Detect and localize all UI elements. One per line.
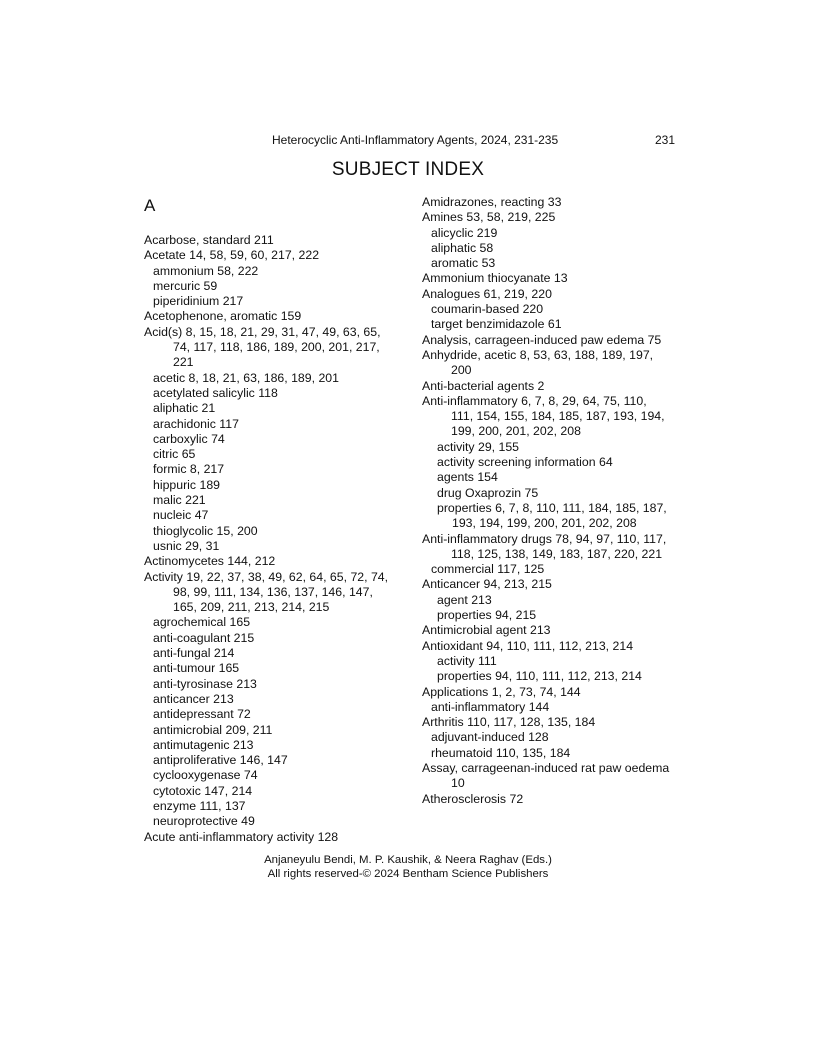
index-subentry [422, 440, 702, 455]
entry-text: arachidonic 117 [153, 416, 239, 431]
index-subentry [422, 317, 702, 332]
index-entry-list [144, 233, 414, 845]
index-subentry [422, 302, 702, 317]
entry-continuation: 193, 194, 199, 200, 201, 202, 208 [452, 516, 637, 531]
entry-continuation: 74, 117, 118, 186, 189, 200, 201, 217, [173, 340, 380, 355]
index-subentry [144, 738, 414, 753]
index-subentry [144, 814, 414, 829]
entry-text: Anti-inflammatory 6, 7, 8, 29, 64, 75, 110, [422, 393, 647, 408]
entry-continuation: 199, 200, 201, 202, 208 [451, 424, 581, 439]
running-header [0, 133, 816, 149]
index-subentry [144, 646, 414, 661]
entry-text: antimicrobial 209, 211 [153, 722, 273, 737]
entry-text: cyclooxygenase 74 [153, 768, 258, 783]
entry-text: Analysis, carrageen-induced paw edema 75 [422, 332, 662, 347]
entry-text: anti-fungal 214 [153, 646, 235, 661]
index-subentry [144, 478, 414, 493]
index-entry [422, 639, 702, 654]
index-entry [422, 532, 702, 563]
index-subentry [144, 524, 414, 539]
index-subentry [144, 417, 414, 432]
entry-text: agents 154 [437, 470, 498, 485]
entry-text: commercial 117, 125 [431, 562, 545, 577]
index-subentry [144, 462, 414, 477]
index-subentry [144, 677, 414, 692]
entry-text: hippuric 189 [153, 477, 220, 492]
entry-text: Actinomycetes 144, 212 [144, 554, 276, 569]
entry-text: anticancer 213 [153, 691, 234, 706]
index-subentry [144, 493, 414, 508]
entry-text: nucleic 47 [153, 508, 209, 523]
index-subentry [144, 723, 414, 738]
index-entry [144, 570, 414, 616]
index-entry [422, 623, 702, 638]
entry-text: antimutagenic 213 [153, 737, 254, 752]
entry-text: formic 8, 217 [153, 462, 225, 477]
index-subentry [144, 692, 414, 707]
entry-text: acetylated salicylic 118 [153, 385, 278, 400]
entry-text: Analogues 61, 219, 220 [422, 286, 552, 301]
index-subentry [422, 700, 702, 715]
editors-line: Anjaneyulu Bendi, M. P. Kaushik, & Neera Raghav (Eds.) [264, 854, 552, 866]
index-subentry [144, 768, 414, 783]
index-subentry [422, 486, 702, 501]
index-subentry [422, 256, 702, 271]
entry-continuation: 221 [173, 355, 194, 370]
index-subentry [422, 226, 702, 241]
entry-text: coumarin-based 220 [431, 302, 544, 317]
entry-text: aliphatic 21 [153, 401, 216, 416]
index-subentry [144, 508, 414, 523]
entry-text: aliphatic 58 [431, 240, 494, 255]
entry-text: anti-tumour 165 [153, 661, 240, 676]
entry-text: Activity 19, 22, 37, 38, 49, 62, 64, 65, 72, 74, [144, 569, 389, 584]
entry-text: Acetate 14, 58, 59, 60, 217, 222 [144, 248, 320, 263]
index-entry [144, 248, 414, 263]
index-column-right [422, 195, 702, 807]
entry-text: properties 94, 215 [437, 608, 537, 623]
entry-text: properties 94, 110, 111, 112, 213, 214 [437, 669, 642, 684]
entry-text: carboxylic 74 [153, 431, 225, 446]
entry-text: rheumatoid 110, 135, 184 [431, 745, 571, 760]
entry-text: Acarbose, standard 211 [144, 233, 274, 247]
entry-text: Anti-inflammatory drugs 78, 94, 97, 110, 117, [422, 531, 667, 546]
index-entry [422, 761, 702, 792]
index-subentry [144, 631, 414, 646]
index-subentry [422, 669, 702, 684]
entry-continuation: 98, 99, 111, 134, 136, 137, 146, 147, [173, 584, 373, 599]
index-subentry [422, 562, 702, 577]
index-entry [144, 233, 414, 248]
index-subentry [144, 784, 414, 799]
entry-continuation: 10 [451, 776, 465, 791]
index-subentry [422, 730, 702, 745]
index-subentry [422, 593, 702, 608]
entry-continuation: 200 [451, 363, 472, 378]
entry-text: antidepressant 72 [153, 707, 251, 722]
entry-text: citric 65 [153, 447, 196, 462]
entry-text: properties 6, 7, 8, 110, 111, 184, 185, 187, [437, 500, 667, 515]
entry-text: Acute anti-inflammatory activity 128 [144, 829, 339, 844]
entry-text: agrochemical 165 [153, 615, 251, 630]
entry-text: anti-coagulant 215 [153, 630, 255, 645]
index-subentry [144, 371, 414, 386]
index-entry [422, 271, 702, 286]
index-entry [422, 685, 702, 700]
index-subentry [144, 707, 414, 722]
index-subentry [144, 753, 414, 768]
index-entry [422, 394, 702, 440]
entry-text: Atherosclerosis 72 [422, 791, 524, 806]
entry-text: aromatic 53 [431, 256, 496, 271]
index-entry [422, 577, 702, 592]
entry-text: enzyme 111, 137 [153, 798, 246, 813]
index-entry [144, 325, 414, 371]
entry-text: Amines 53, 58, 219, 225 [422, 210, 556, 225]
entry-text: Antimicrobial agent 213 [422, 623, 551, 638]
entry-text: Acetophenone, aromatic 159 [144, 309, 302, 324]
index-subentry [144, 615, 414, 630]
journal-citation: Heterocyclic Anti-Inflammatory Agents, 2024, 231-235 [272, 133, 559, 147]
entry-text: alicyclic 219 [431, 225, 498, 240]
entry-text: activity screening information 64 [437, 455, 613, 470]
entry-text: anti-tyrosinase 213 [153, 676, 257, 691]
entry-text: Assay, carrageenan-induced rat paw oedema [422, 760, 670, 775]
index-subentry [422, 470, 702, 485]
copyright-line: All rights reserved-© 2024 Bentham Science Publishers [267, 867, 549, 880]
entry-text: thioglycolic 15, 200 [153, 523, 258, 538]
index-entry-list [422, 195, 702, 807]
index-subentry [144, 279, 414, 294]
entry-text: usnic 29, 31 [153, 538, 220, 553]
index-entry [422, 195, 702, 210]
index-entry [422, 287, 702, 302]
index-subentry [422, 746, 702, 761]
entry-text: Antioxidant 94, 110, 111, 112, 213, 214 [422, 638, 634, 653]
index-subentry [144, 264, 414, 279]
index-entry [144, 830, 414, 845]
entry-text: target benzimidazole 61 [431, 317, 562, 332]
entry-text: antiproliferative 146, 147 [153, 753, 288, 768]
page-title: SUBJECT INDEX [331, 159, 485, 180]
entry-text: activity 29, 155 [437, 439, 520, 454]
entry-text: mercuric 59 [153, 278, 218, 293]
entry-continuation: 165, 209, 211, 213, 214, 215 [173, 600, 330, 615]
entry-text: anti-inflammatory 144 [431, 699, 550, 714]
index-subentry [422, 455, 702, 470]
index-subentry [144, 401, 414, 416]
index-subentry [144, 799, 414, 814]
entry-text: ammonium 58, 222 [153, 263, 259, 278]
section-letter: A [144, 196, 156, 215]
index-entry [422, 792, 702, 807]
index-subentry [144, 294, 414, 309]
entry-text: malic 221 [153, 493, 206, 508]
entry-text: drug Oxaprozin 75 [437, 485, 539, 500]
index-entry [422, 379, 702, 394]
entry-text: piperidinium 217 [153, 294, 244, 309]
index-entry [422, 210, 702, 225]
index-subentry [422, 501, 702, 532]
entry-text: Arthritis 110, 117, 128, 135, 184 [422, 715, 596, 730]
index-entry [144, 309, 414, 324]
index-subentry [422, 241, 702, 256]
index-subentry [144, 539, 414, 554]
entry-text: Amidrazones, reacting 33 [422, 195, 562, 209]
entry-text: Anti-bacterial agents 2 [422, 378, 545, 393]
index-subentry [144, 432, 414, 447]
page-footer [0, 854, 816, 881]
entry-text: Applications 1, 2, 73, 74, 144 [422, 684, 581, 699]
index-subentry [422, 654, 702, 669]
index-entry [422, 348, 702, 379]
entry-text: Ammonium thiocyanate 13 [422, 271, 568, 286]
index-subentry [144, 661, 414, 676]
entry-text: cytotoxic 147, 214 [153, 783, 253, 798]
entry-text: adjuvant-induced 128 [431, 730, 549, 745]
entry-continuation: 111, 154, 155, 184, 185, 187, 193, 194, [451, 409, 665, 424]
index-subentry [422, 608, 702, 623]
entry-text: Acid(s) 8, 15, 18, 21, 29, 31, 47, 49, 63, 65, [144, 324, 381, 339]
entry-text: Anhydride, acetic 8, 53, 63, 188, 189, 197, [422, 347, 654, 362]
index-column-left [144, 195, 414, 845]
entry-text: Anticancer 94, 213, 215 [422, 577, 552, 592]
index-subentry [144, 447, 414, 462]
entry-continuation: 118, 125, 138, 149, 183, 187, 220, 221 [451, 546, 663, 561]
index-entry [144, 554, 414, 569]
entry-text: acetic 8, 18, 21, 63, 186, 189, 201 [153, 370, 339, 385]
entry-text: neuroprotective 49 [153, 814, 255, 829]
entry-text: agent 213 [437, 592, 492, 607]
index-entry [422, 715, 702, 730]
index-entry [422, 333, 702, 348]
page-number: 231 [655, 133, 676, 147]
entry-text: activity 111 [437, 653, 497, 668]
index-subentry [144, 386, 414, 401]
